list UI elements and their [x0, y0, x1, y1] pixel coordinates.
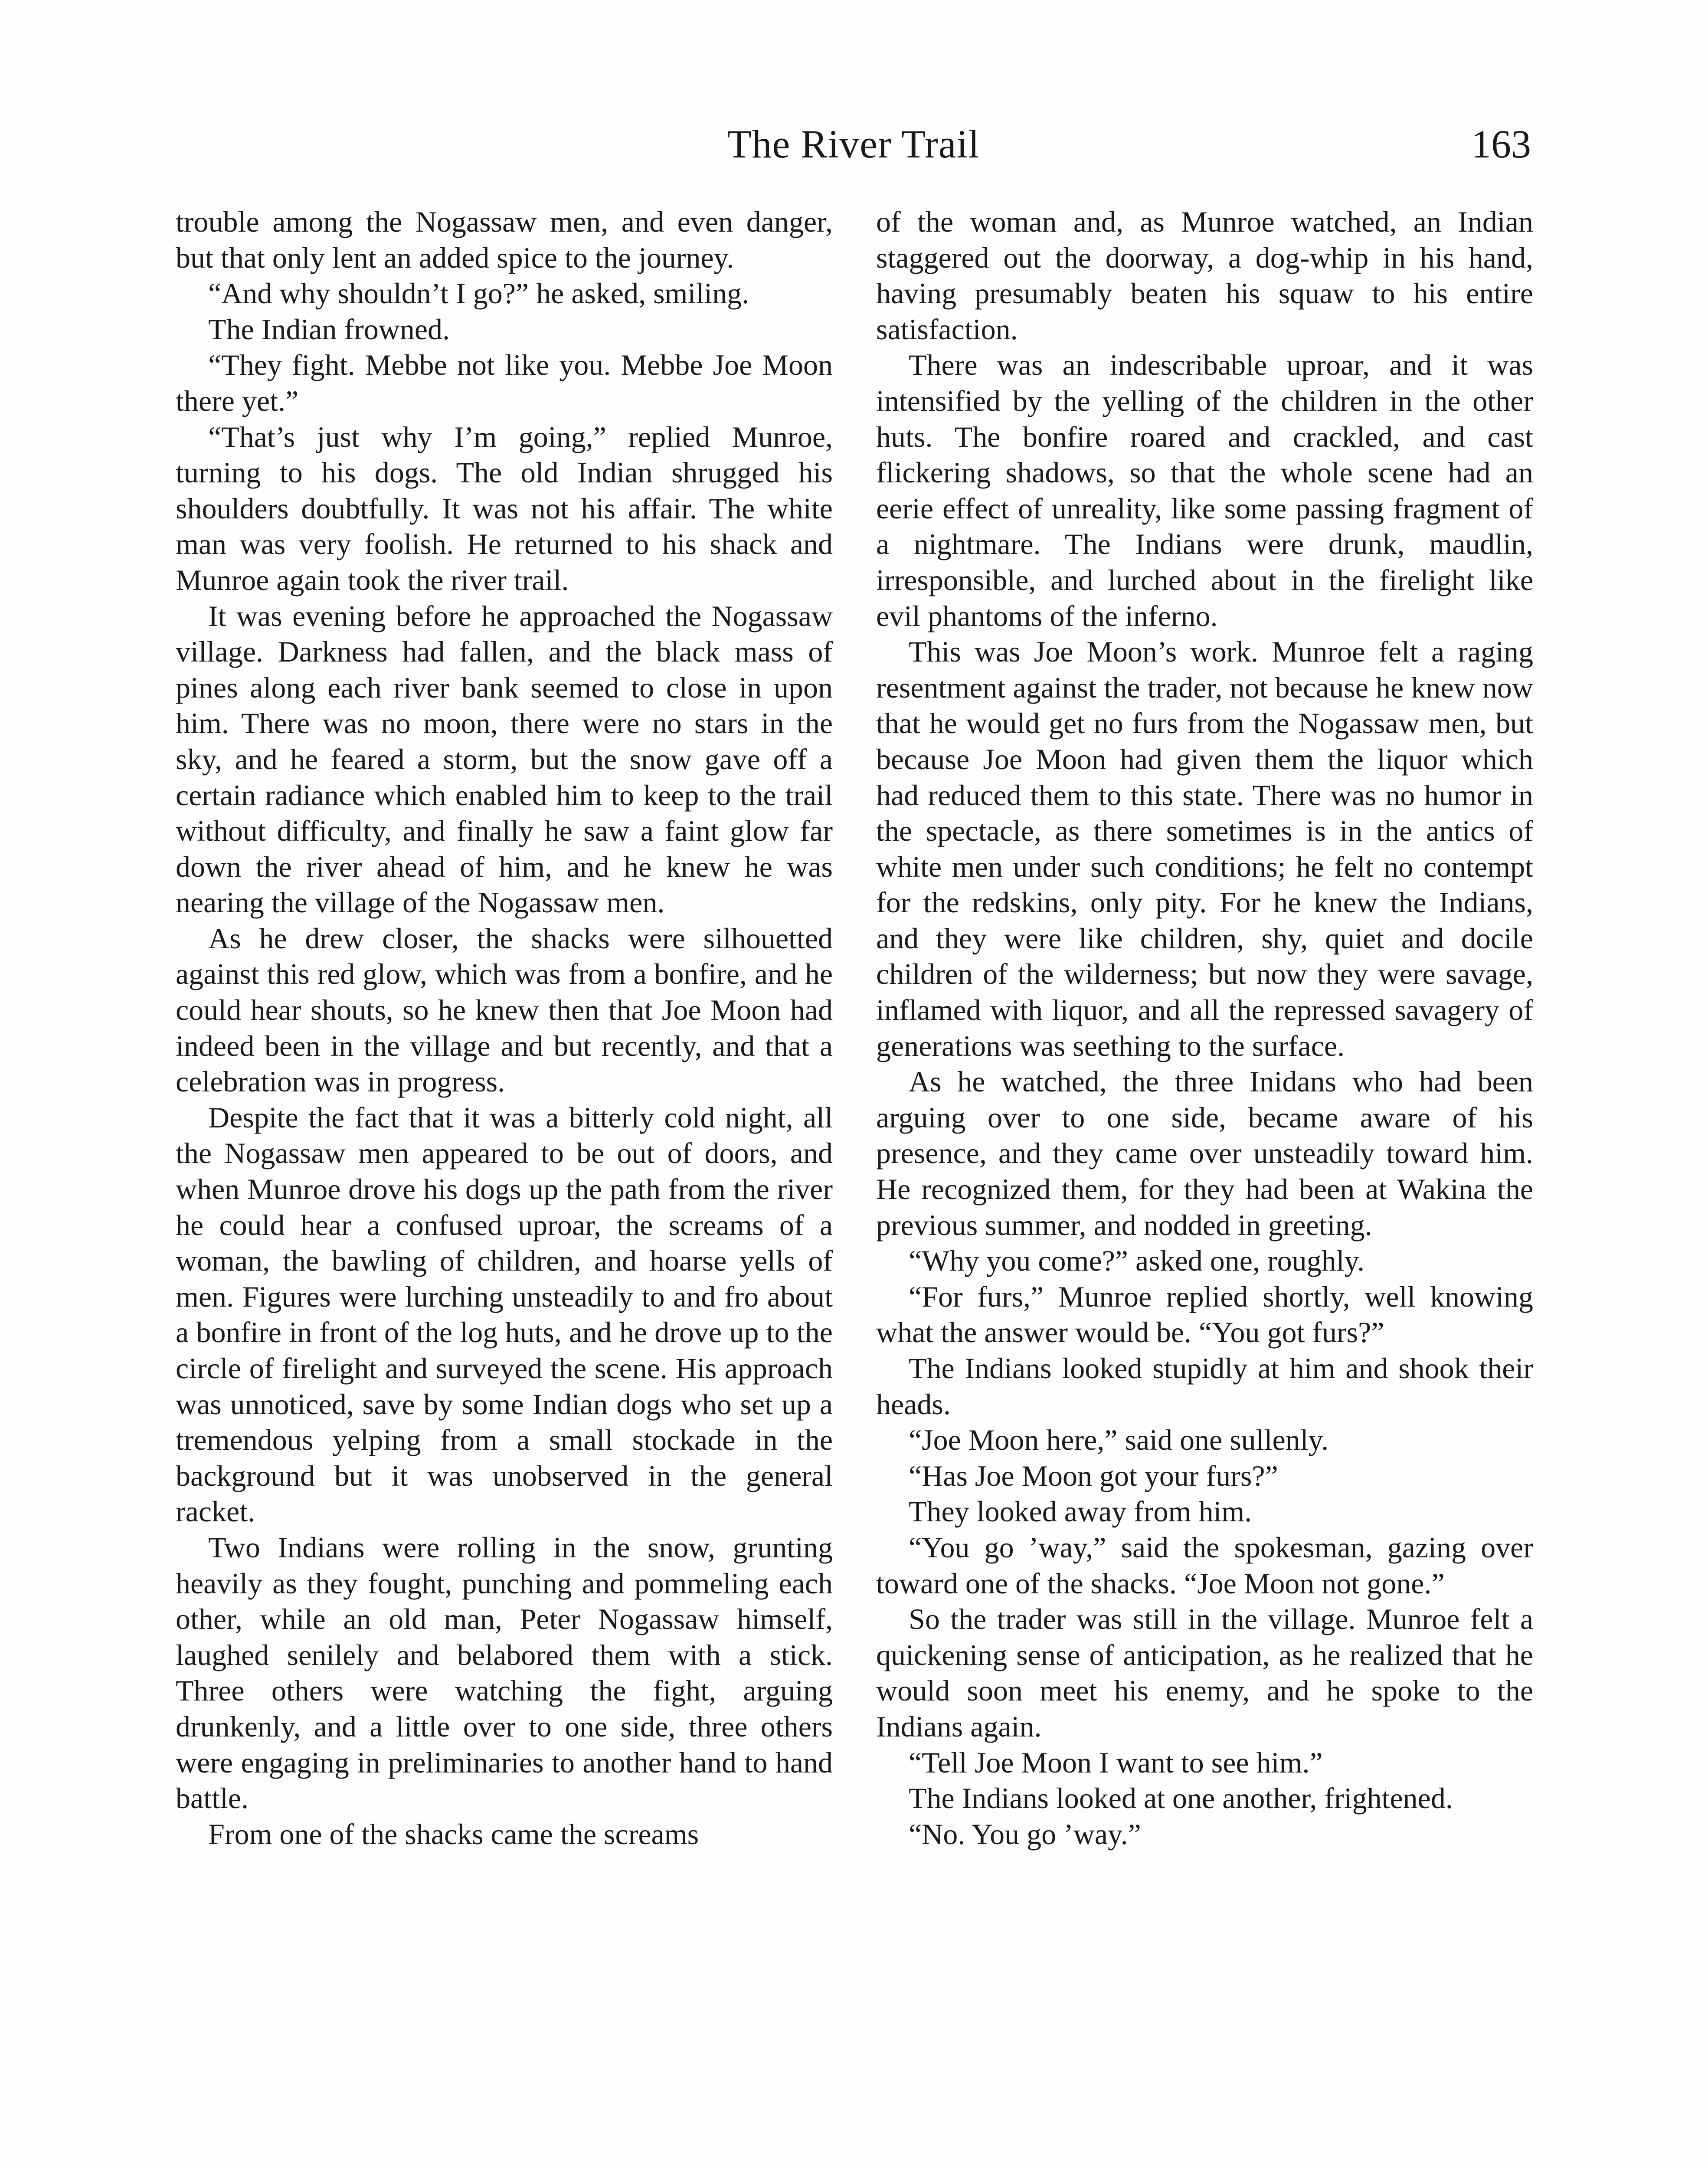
paragraph: “No. You go ’way.”: [909, 1817, 1141, 1851]
page-number: 163: [1471, 122, 1531, 166]
paragraph: of the woman and, as Munroe watched, an Indian staggered out the doorway, a dog-whip in his hand, having presumably beaten his squaw to his entire satisfaction.: [876, 205, 1533, 346]
paragraph: It was evening before he approached the Nogassaw village. Darkness had fallen, and the black mass of pines along each river bank seemed to close in upon him. There was no moon, there were no stars in the sky, and he feared a storm, but the snow gave off a certain radiance which enabled him to keep to the trail without difficulty, and finally he saw a faint glow far down the river ahead of him, and he knew he was nearing the village of the Nogassaw men.: [176, 599, 833, 919]
paragraph: The Indians looked stupidly at him and shook their heads.: [876, 1352, 1533, 1421]
paragraph: “And why shouldn’t I go?” he asked, smiling.: [208, 277, 749, 310]
paragraph: This was Joe Moon’s work. Munroe felt a raging resentment against the trader, not because he knew now that he would get no furs from the Nogassaw men, but because Joe Moon had given them the liquor which had reduced them to this state. There was no humor in the spectacle, as there sometimes is in the antics of white men under such conditions; he felt no contempt for the redskins, only pity. For he knew the Indians, and they were like children, shy, quiet and docile children of the wilderness; but now they were savage, inflamed with liquor, and all the repressed savagery of generations was seething to the surface.: [876, 635, 1533, 1062]
paragraph: From one of the shacks came the screams: [208, 1817, 699, 1851]
paragraph: They looked away from him.: [909, 1495, 1252, 1528]
paragraph: There was an indescribable uproar, and it was intensified by the yelling of the children in the other huts. The bonfire roared and crackled, and cast flickering shadows, so that the whole scene had an eerie effect of unreality, like some passing fragment of a nightmare. The Indians were drunk, maudlin, irresponsible, and lurched about in the firelight like evil phantoms of the inferno.: [876, 348, 1533, 632]
running-title: The River Trail: [727, 122, 980, 166]
paragraph: Despite the fact that it was a bitterly cold night, all the Nogassaw men appeared to be out of doors, and when Munroe drove his dogs up the path from the river he could hear a confused uproar, the screams of a woman, the bawling of children, and hoarse yells of men. Figures were lurching unsteadily to and fro about a bonfire in front of the log huts, and he drove up to the circle of firelight and surveyed the scene. His approach was unnoticed, save by some Indian dogs who set up a tremendous yelping from a small stockade in the background but it was unobserved in the general racket.: [176, 1101, 833, 1528]
paragraph: trouble among the Nogassaw men, and even danger, but that only lent an added spice to the journey.: [176, 205, 833, 274]
right-column: [876, 204, 1533, 1852]
paragraph: “Joe Moon here,” said one sullenly.: [909, 1423, 1329, 1457]
paragraph: Two Indians were rolling in the snow, grunting heavily as they fought, punching and pommeling each other, while an old man, Peter Nogassaw himself, laughed senilely and belabored them with a stick. Three others were watching the fight, arguing drunkenly, and a little over to one side, three others were engaging in preliminaries to another hand to hand battle.: [176, 1530, 833, 1815]
paragraph: So the trader was still in the village. Munroe felt a quickening sense of anticipation, as he realized that he would soon meet his enemy, and he spoke to the Indians again.: [876, 1602, 1533, 1743]
paragraph: “Has Joe Moon got your furs?”: [909, 1459, 1278, 1492]
paragraph: As he watched, the three Inidans who had been arguing over to one side, became aware of his presence, and they came over unsteadily toward him. He recognized them, for they had been at Wakina the previous summer, and nodded in greeting.: [876, 1065, 1533, 1242]
page-header: [176, 114, 1531, 174]
paragraph: “For furs,” Munroe replied shortly, well knowing what the answer would be. “You got furs?”: [876, 1280, 1533, 1349]
paragraph: “You go ’way,” said the spokesman, gazing over toward one of the shacks. “Joe Moon not gone.”: [876, 1530, 1533, 1600]
paragraph: “Tell Joe Moon I want to see him.”: [909, 1746, 1323, 1779]
paragraph: “Why you come?” asked one, roughly.: [909, 1244, 1365, 1278]
paragraph: As he drew closer, the shacks were silhouetted against this red glow, which was from a bonfire, and he could hear shouts, so he knew then that Joe Moon had indeed been in the village and but recently, and that a celebration was in progress.: [176, 921, 833, 1098]
left-column: [176, 204, 833, 1852]
paragraph: The Indian frowned.: [208, 312, 450, 346]
paragraph: The Indians looked at one another, frightened.: [909, 1782, 1453, 1815]
paragraph: “They fight. Mebbe not like you. Mebbe Joe Moon there yet.”: [176, 348, 833, 417]
paragraph: “That’s just why I’m going,” replied Munroe, turning to his dogs. The old Indian shrugged his shoulders doubtfully. It was not his affair. The white man was very foolish. He returned to his shack and Munroe again took the river trail.: [176, 420, 833, 596]
